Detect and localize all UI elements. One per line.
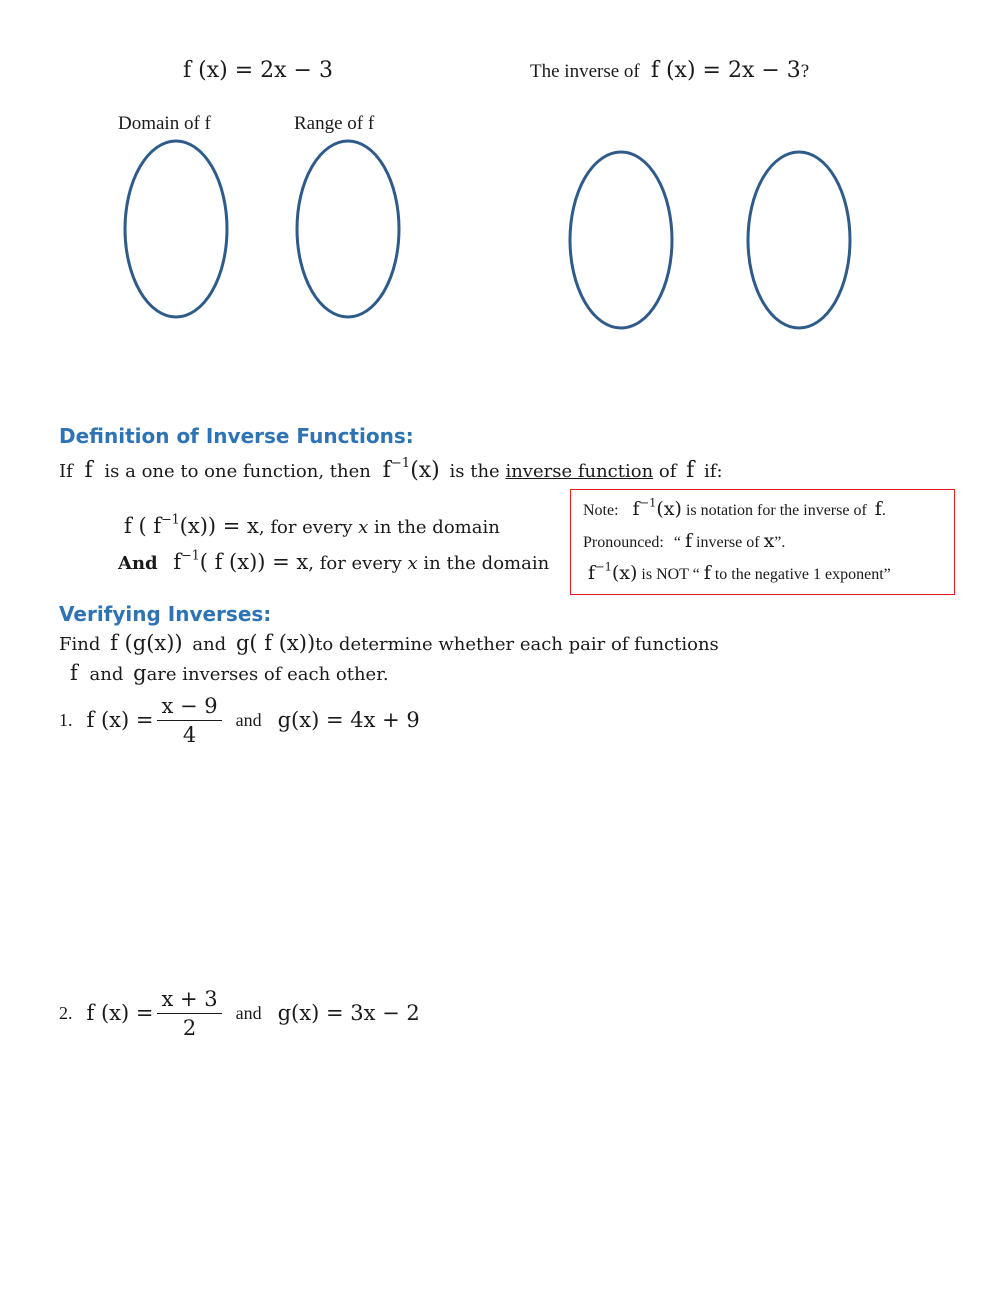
eq1-text-a: , for every [258, 517, 353, 538]
verify-find: Find [59, 634, 101, 655]
eq2-text-b: in the domain [423, 553, 550, 574]
problem-1 [59, 690, 420, 750]
note-pronounced-label: Pronounced: [583, 534, 664, 551]
definition-statement [59, 458, 723, 483]
def-is-the: is the [449, 461, 500, 482]
range-label: Range of f [294, 113, 375, 134]
def-finv-exp: −1 [390, 456, 411, 472]
eq2-text-a: , for every [308, 553, 402, 574]
eq2-math [173, 547, 309, 574]
domain-oval-right [570, 152, 672, 328]
eq1-math-b: (x)) = x [179, 514, 259, 538]
problem-2-g: g(x) = 3x − 2 [277, 1001, 420, 1025]
note-f: f [874, 498, 882, 520]
def-f: f [84, 458, 93, 483]
problem-1-fraction [157, 694, 221, 747]
note-line3-text-b: to the negative 1 exponent” [714, 566, 891, 583]
domain-oval-left [125, 141, 227, 317]
eq1-exp: −1 [161, 511, 180, 527]
range-oval-right [748, 152, 850, 328]
problem-2 [59, 983, 420, 1043]
problem-2-number: 2. [59, 1002, 73, 1023]
def-finv-base: f [382, 458, 391, 483]
def-inverse-function: inverse function [505, 461, 654, 482]
problem-1-f-lhs: f (x) = [86, 708, 154, 732]
note-finv [632, 495, 682, 520]
note-line3-finv [588, 559, 638, 584]
verify-gf: g( f (x)) [235, 631, 316, 655]
note-line1-end: . [881, 502, 886, 519]
def-of: of [658, 461, 677, 482]
note-finv-arg: (x) [656, 498, 682, 520]
eq2-and: And [118, 553, 158, 574]
verifying-line-2 [70, 661, 389, 685]
problem-2-fraction [157, 987, 221, 1040]
note-line3-f: f [588, 562, 596, 584]
problem-2-and: and [235, 1002, 262, 1023]
range-oval-left [297, 141, 399, 317]
eq2-exp: −1 [181, 547, 200, 563]
eq1-italic-x: x [358, 517, 369, 538]
note-line3-arg: (x) [611, 562, 638, 584]
inverse-question-prefix: The inverse of [530, 61, 640, 82]
definition-equation-1 [124, 511, 500, 538]
definition-heading: Definition of Inverse Functions: [59, 424, 414, 448]
def-if2: if: [704, 461, 723, 482]
eq1-math-a: f ( f [124, 514, 162, 538]
eq2-math-b: ( f (x)) = x [199, 550, 309, 574]
mapping-ovals [0, 0, 1000, 340]
inverse-question-function: f (x) = 2x − 3 [650, 58, 801, 83]
note-line-3 [588, 559, 891, 584]
problem-1-numerator: x − 9 [157, 694, 221, 721]
note-line-1 [583, 495, 886, 520]
inverse-question-suffix: ? [800, 61, 810, 82]
note-line1-text: is notation for the inverse of [685, 502, 867, 519]
problem-2-f-lhs: f (x) = [86, 1001, 154, 1025]
verify-f: f [70, 661, 78, 685]
verifying-heading: Verifying Inverses: [59, 602, 272, 626]
note-line3-text-a: is NOT “ [641, 566, 700, 583]
problem-1-g: g(x) = 4x + 9 [277, 708, 420, 732]
note-line-2 [583, 530, 785, 552]
def-if: If [59, 461, 73, 482]
problem-2-numerator: x + 3 [157, 987, 221, 1014]
domain-label: Domain of f [118, 113, 211, 134]
verify-rest2: are inverses of each other. [146, 664, 389, 685]
note-line3-f2: f [703, 562, 711, 584]
note-finv-base: f [632, 498, 640, 520]
eq1-text-b: in the domain [374, 517, 500, 538]
note-line3-exp: −1 [595, 559, 612, 574]
eq1-math [124, 511, 259, 538]
note-pron-x: x [763, 530, 775, 552]
verify-and2: and [89, 664, 124, 685]
verify-rest: to determine whether each pair of functions [315, 634, 719, 655]
def-mid: is a one to one function, then [104, 461, 371, 482]
note-open-quote: “ [673, 534, 681, 551]
problem-1-denominator: 4 [182, 722, 197, 747]
note-pron-f: f [684, 530, 693, 552]
function-f-expression: f (x) = 2x − 3 [183, 58, 333, 83]
problem-1-number: 1. [59, 709, 73, 730]
note-finv-exp: −1 [639, 495, 657, 510]
verify-g: g [133, 661, 147, 685]
verifying-line-1 [59, 631, 719, 655]
def-finv [383, 458, 440, 483]
note-close-quote: ”. [774, 534, 786, 551]
eq2-math-a: f [173, 550, 182, 574]
def-f2: f [686, 458, 695, 483]
note-pron-text: inverse of [696, 534, 760, 551]
verify-fg: f (g(x)) [110, 631, 183, 655]
problem-1-and: and [235, 709, 262, 730]
eq2-italic-x: x [407, 553, 418, 574]
note-label: Note: [583, 502, 619, 519]
problem-2-denominator: 2 [182, 1015, 197, 1040]
def-finv-arg: (x) [410, 458, 440, 483]
definition-equation-2 [118, 547, 550, 574]
verify-and: and [192, 634, 227, 655]
